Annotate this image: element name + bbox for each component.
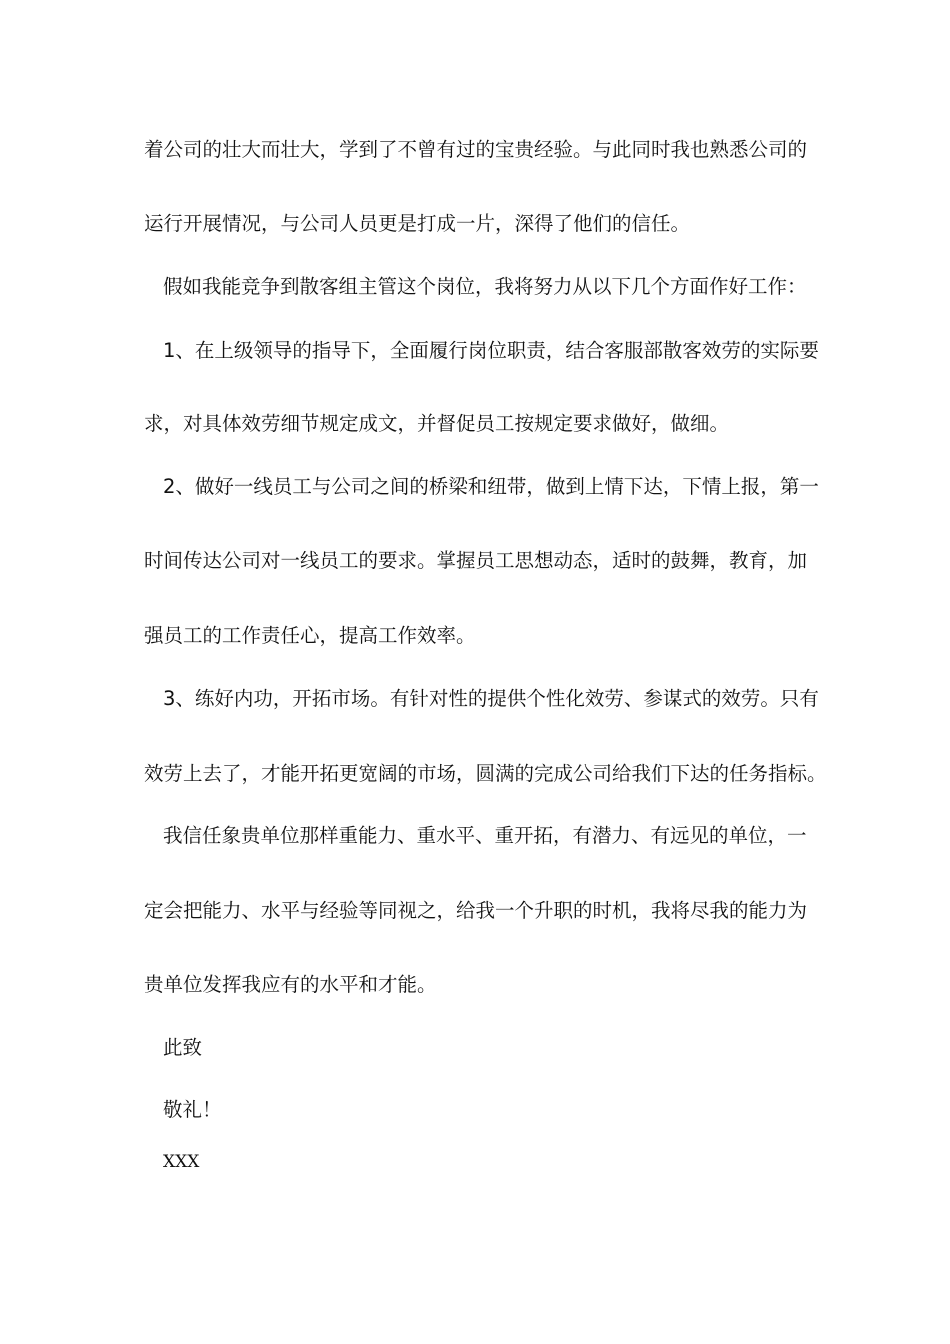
list-item-3-line: 效劳上去了，才能开拓更宽阔的市场，圆满的完成公司给我们下达的任务指标。 bbox=[144, 762, 827, 785]
list-item-1-line: 1、在上级领导的指导下，全面履行岗位职责，结合客服部散客效劳的实际要 bbox=[163, 339, 819, 362]
paragraph-line: 运行开展情况，与公司人员更是打成一片，深得了他们的信任。 bbox=[144, 212, 691, 235]
list-item-1-line: 求，对具体效劳细节规定成文，并督促员工按规定要求做好，做细。 bbox=[144, 412, 730, 435]
paragraph-line: 假如我能竞争到散客组主管这个岗位，我将努力从以下几个方面作好工作： bbox=[163, 275, 807, 298]
paragraph-line: 着公司的壮大而壮大，学到了不曾有过的宝贵经验。与此同时我也熟悉公司的 bbox=[144, 138, 808, 161]
signature-name: XXX bbox=[163, 1152, 200, 1172]
paragraph-line: 定会把能力、水平与经验等同视之，给我一个升职的时机，我将尽我的能力为 bbox=[144, 899, 808, 922]
closing-regards: 敬礼！ bbox=[163, 1098, 222, 1121]
paragraph-line: 我信任象贵单位那样重能力、重水平、重开拓，有潜力、有远见的单位，一 bbox=[163, 824, 807, 847]
list-item-2-line: 2、做好一线员工与公司之间的桥梁和纽带，做到上情下达，下情上报，第一 bbox=[163, 475, 819, 498]
list-item-2-line: 强员工的工作责任心，提高工作效率。 bbox=[144, 624, 476, 647]
closing-salutation: 此致 bbox=[163, 1036, 203, 1059]
list-item-2-line: 时间传达公司对一线员工的要求。掌握员工思想动态，适时的鼓舞，教育，加 bbox=[144, 549, 808, 572]
list-item-3-line: 3、练好内功，开拓市场。有针对性的提供个性化效劳、参谋式的效劳。只有 bbox=[163, 687, 819, 710]
paragraph-line: 贵单位发挥我应有的水平和才能。 bbox=[144, 973, 437, 996]
